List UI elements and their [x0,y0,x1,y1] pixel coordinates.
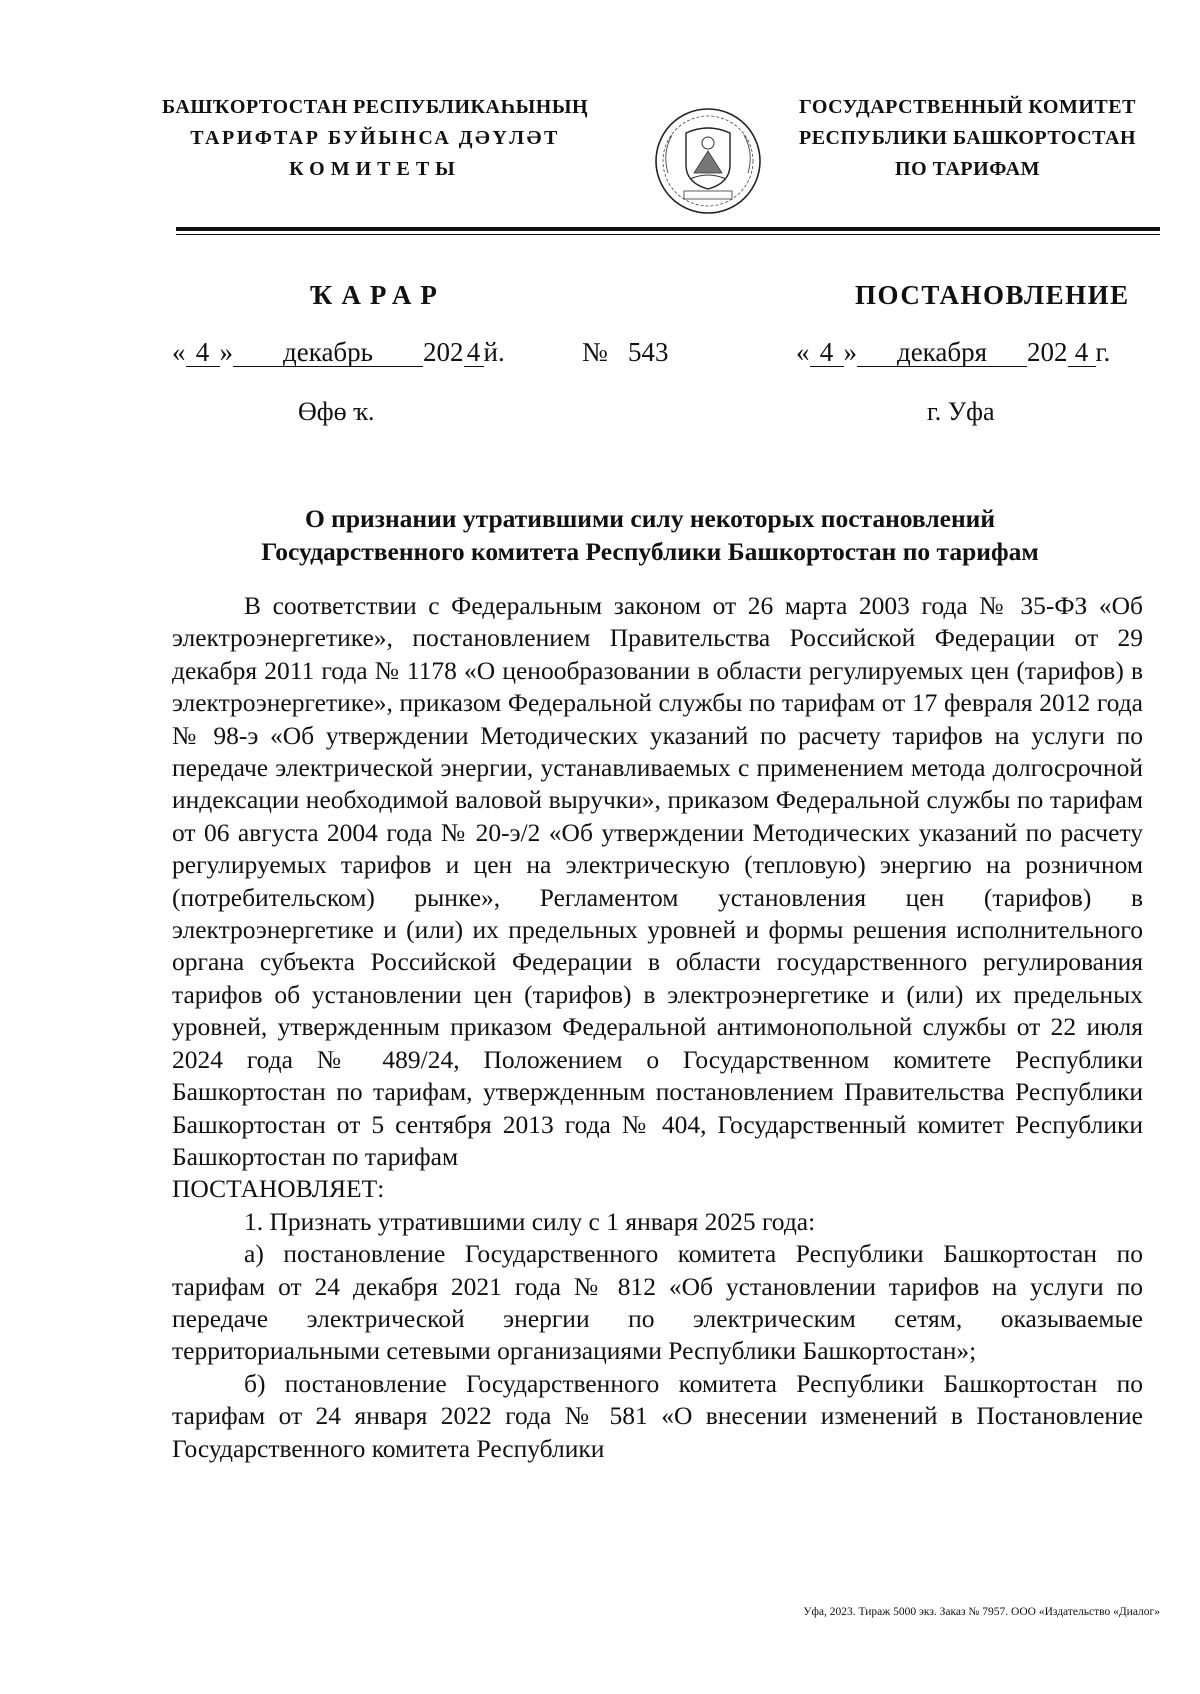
body-paragraph-resolves: ПОСТАНОВЛЯЕТ: [172,1174,385,1204]
header-divider-thin [176,234,1160,235]
title-postanovlenie: ПОСТАНОВЛЕНИЕ [855,280,1130,310]
header-russian-line-1: ГОСУДАРСТВЕННЫЙ КОМИТЕТ [799,96,1136,118]
document-body [172,590,1143,1465]
date-russian [796,337,1110,368]
date-suffix: й. [483,337,505,367]
number-value: 543 [628,337,669,367]
header-bashkir-line-3: КОМИТЕТЫ [289,158,461,180]
date-day: 4 [810,338,844,367]
subject-line-2: Государственного комитета Республики Башкортостан по тарифам [261,537,1039,566]
quote-open: « [796,337,810,367]
header-bashkir [160,92,590,185]
subject-line-1: О признании утратившими силу некоторых постановлений [304,504,996,533]
header-russian-line-3: ПО ТАРИФАМ [895,158,1040,180]
header-bashkir-line-1: БАШҠОРТОСТАН РЕСПУБЛИКАҺЫНЫҢ [161,96,589,118]
header-russian [775,92,1160,185]
date-year-prefix: 202 [423,337,464,367]
header-russian-line-2: РЕСПУБЛИКИ БАШКОРТОСТАН [798,127,1137,149]
quote-close: » [843,337,857,367]
date-day: 4 [186,338,220,367]
date-year-suffix: 4 [1068,338,1096,367]
body-paragraph-item-a: а) постановление Государственного комитета Республики Башкортостан по тарифам от 24 декабря 2021 года № 812 «Об установлении тарифов на услуги по передаче электрической энергии по электрическим сетям, оказываемые территориальными сетевыми организациями Республики Башкортостан»; [172,1239,1143,1366]
body-paragraph-preamble: В соответствии с Федеральным законом от 26 марта 2003 года № 35-ФЗ «Об электроэнергетике», постановлением Правительства Российской Федерации от 29 декабря 2011 года № 1178 «О ценообразовании в области регулируемых цен (тарифов) в электроэнергетике», приказом Федеральной службы по тарифам от 17 февраля 2012 года № 98-э «Об утверждении Методических указаний по расчету тарифов на услуги по передаче электрической энергии, устанавливаемых с применением метода долгосрочной индексации необходимой валовой выручки», приказом Федеральной службы по тарифам от 06 августа 2004 года № 20-э/2 «Об утверждении Методических указаний по расчету регулируемых тарифов и цен на электрическую (тепловую) энергию на розничном (потребительском) рынке», Регламентом установления цен (тарифов) в электроэнергетике и (или) их предельных уровней и формы решения исполнительного органа субъекта Российской Федерации в области государственного регулирования тарифов об установлении цен (тарифов) в электроэнергетике и (или) их предельных уровней, утвержденным приказом Федеральной антимонопольной службы от 22 июля 2024 года № 489/24, Положением о Государственном комитете Республики Башкортостан по тарифам, утвержденным постановлением Правительства Республики Башкортостан от 5 сентября 2013 года № 404, Государственный комитет Республики Башкортостан по тарифам [172,591,1143,1171]
date-bashkir [172,337,505,368]
coat-of-arms-emblem [650,103,766,219]
document-subject [160,502,1140,568]
quote-close: » [219,337,233,367]
body-paragraph-item-b: б) постановление Государственного комитета Республики Башкортостан по тарифам от 24 января 2022 года № 581 «О внесении изменений в Постановление Государственного комитета Республики [172,1368,1143,1463]
date-year-suffix: 4 [464,338,484,367]
date-suffix: г. [1095,337,1111,367]
header-divider-thick [176,227,1160,231]
header-bashkir-line-2: ТАРИФТАР БУЙЫНСА ДӘҮЛӘТ [190,127,560,149]
number-sign: № [582,337,608,367]
date-year-prefix: 202 [1027,337,1068,367]
title-karar: ҠАРАР [310,280,446,310]
document-number [582,337,669,368]
printer-footer: Уфа, 2023. Тираж 5000 экз. Заказ № 7957. ООО «Издательство «Диалог» [803,1606,1160,1618]
place-bashkir: Өфө ҡ. [298,397,375,426]
body-paragraph-item-1: 1. Признать утратившими силу с 1 января 2025 года: [244,1206,816,1236]
date-month: декабрь [233,338,423,367]
date-month: декабря [857,338,1027,367]
quote-open: « [172,337,186,367]
place-russian: г. Уфа [927,397,995,426]
